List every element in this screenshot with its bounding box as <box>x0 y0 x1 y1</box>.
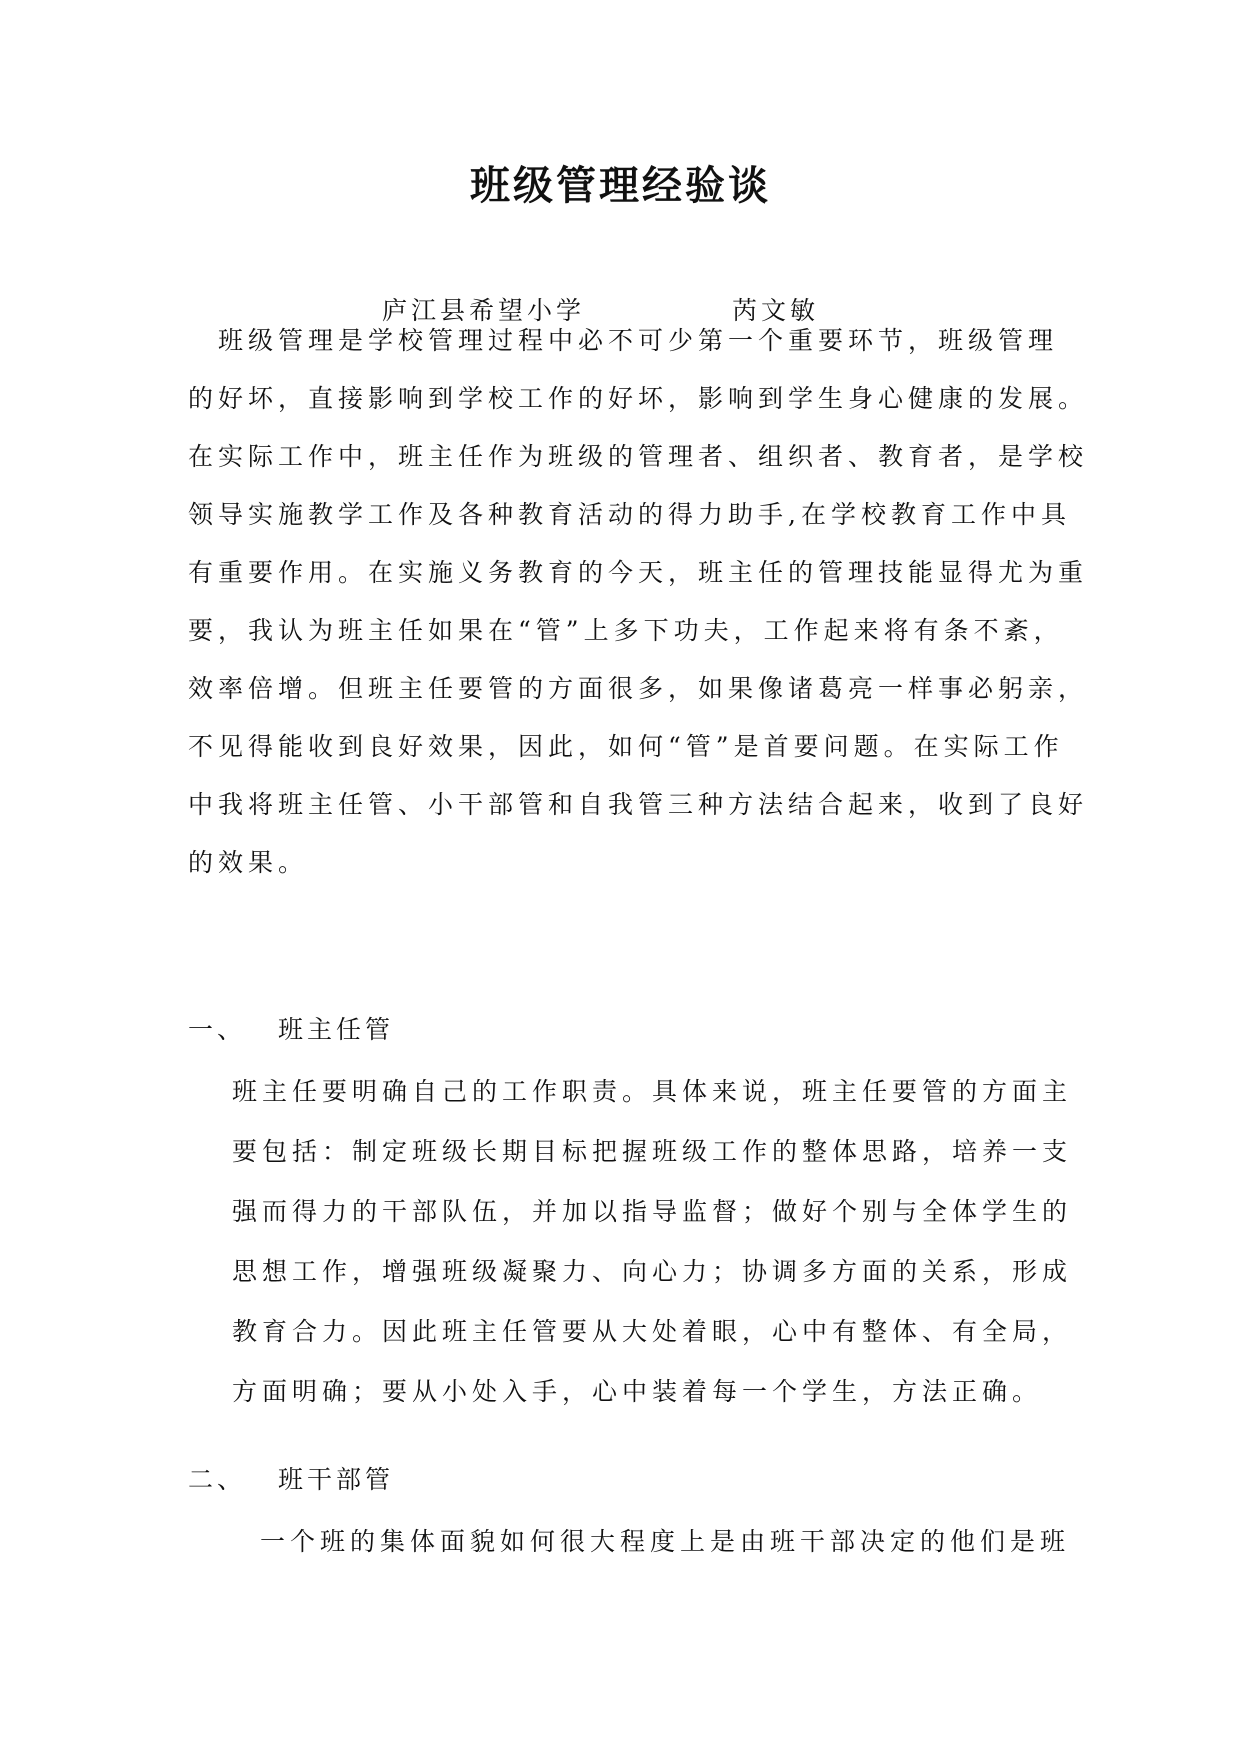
paragraph-line: 的效果。 <box>188 848 309 877</box>
paragraph-line: 要，我认为班主任如果在“管”上多下功夫，工作起来将有条不紊， <box>188 616 1064 645</box>
intro-paragraph <box>188 321 1088 883</box>
paragraph-line: 的好坏，直接影响到学校工作的好坏，影响到学生身心健康的发展。 <box>188 384 1089 413</box>
section2-paragraph <box>260 1522 1070 1562</box>
paragraph-line: 教育合力。因此班主任管要从大处着眼，心中有整体、有全局， <box>232 1317 1073 1346</box>
section-title: 班干部管 <box>278 1465 395 1494</box>
section-heading-2 <box>188 1460 394 1500</box>
section1-paragraph <box>232 1072 1072 1412</box>
paragraph-line: 在实际工作中，班主任作为班级的管理者、组织者、教育者，是学校 <box>188 442 1089 471</box>
paragraph-line: 要包括：制定班级长期目标把握班级工作的整体思路，培养一支 <box>232 1137 1073 1166</box>
document-title: 班级管理经验谈 <box>470 163 771 209</box>
section-heading-1 <box>188 1010 394 1050</box>
paragraph-line: 方面明确；要从小处入手，心中装着每一个学生，方法正确。 <box>232 1377 1043 1406</box>
paragraph-line: 班主任要明确自己的工作职责。具体来说，班主任要管的方面主 <box>232 1077 1073 1106</box>
paragraph-line: 有重要作用。在实施义务教育的今天，班主任的管理技能显得尤为重 <box>188 558 1089 587</box>
paragraph-line: 班级管理是学校管理过程中必不可少第一个重要环节，班级管理 <box>188 326 1059 355</box>
section-number: 一、 <box>188 1015 247 1044</box>
paragraph-line: 中我将班主任管、小干部管和自我管三种方法结合起来，收到了良好 <box>188 790 1089 819</box>
paragraph-line: 一个班的集体面貌如何很大程度上是由班干部决定的他们是班 <box>260 1527 1071 1556</box>
paragraph-line: 领导实施教学工作及各种教育活动的得力助手,在学校教育工作中具 <box>188 500 1071 529</box>
byline-school: 庐江县希望小学 <box>382 296 586 325</box>
paragraph-line: 思想工作，增强班级凝聚力、向心力；协调多方面的关系，形成 <box>232 1257 1073 1286</box>
section-title: 班主任管 <box>278 1015 395 1044</box>
paragraph-line: 效率倍增。但班主任要管的方面很多，如果像诸葛亮一样事必躬亲， <box>188 674 1089 703</box>
paragraph-line: 不见得能收到良好效果，因此，如何“管”是首要问题。在实际工作 <box>188 732 1064 761</box>
section-number: 二、 <box>188 1465 247 1494</box>
byline-author: 芮文敏 <box>732 296 820 325</box>
paragraph-line: 强而得力的干部队伍，并加以指导监督；做好个别与全体学生的 <box>232 1197 1073 1226</box>
